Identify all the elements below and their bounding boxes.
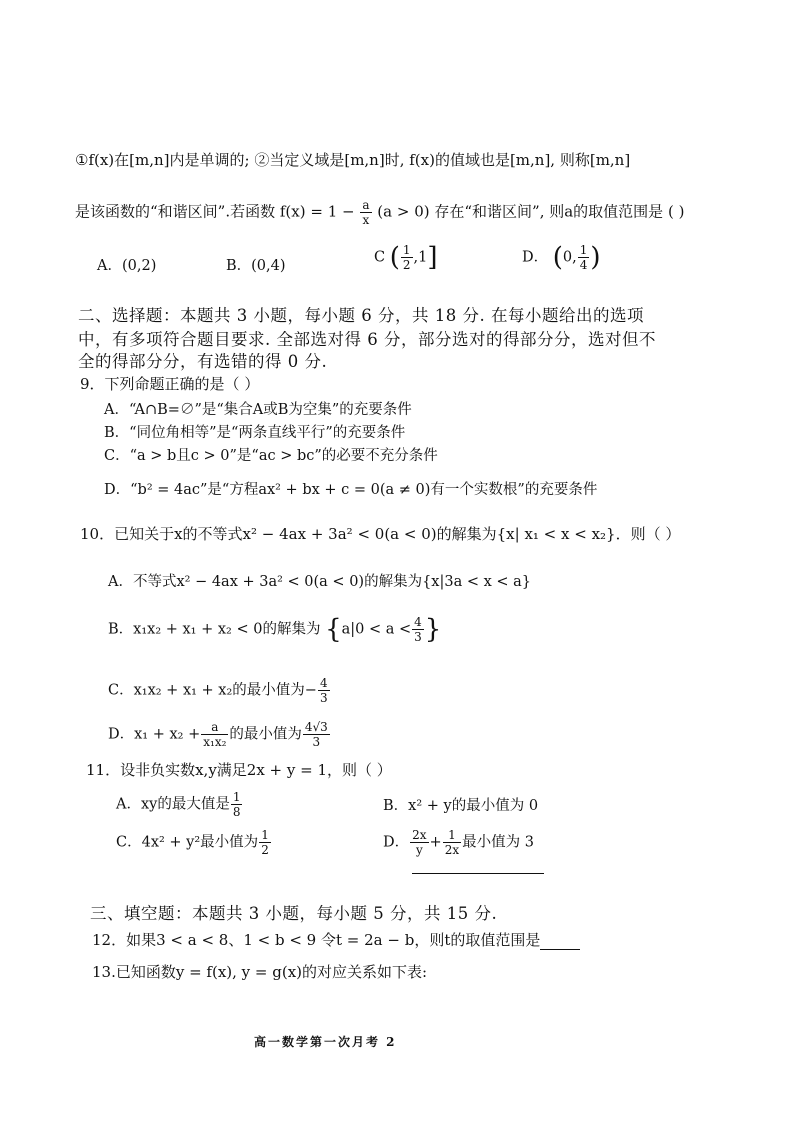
q11-stem: 11．设非负实数x,y满足2x + y = 1，则（ ） bbox=[86, 761, 392, 779]
q9-option-a: A．“A∩B=∅”是“集合A或B为空集”的充要条件 bbox=[104, 402, 412, 418]
q9-option-c: C．“a > b且c > 0”是“ac > bc”的必要不充分条件 bbox=[104, 448, 438, 464]
q8-option-c: C ( $\frac{1}{2}$ ,1] bbox=[374, 242, 438, 273]
q11-option-a: A．xy的最大值是 $\frac{1}{8}$ bbox=[116, 790, 241, 819]
q8-option-a: A．(0,2) bbox=[97, 258, 157, 274]
q9-option-d: D．“b² = 4ac”是“方程ax² + bx + c = 0(a ≠ 0)有一个实数根”的充要条件 bbox=[104, 482, 598, 498]
q12-answer-blank[interactable] bbox=[540, 935, 580, 950]
q10-stem: 10．已知关于x的不等式x² − 4ax + 3a² < 0(a < 0)的解集为{x| x₁ < x < x₂}．则（ ） bbox=[80, 525, 681, 543]
q11-option-b: B．x² + y的最小值为 0 bbox=[383, 798, 539, 814]
divider-rule bbox=[412, 873, 544, 874]
q8-option-d: D． (0, $\frac{1}{4}$ ) bbox=[522, 242, 601, 273]
q12-text: 12．如果3 < a < 8、1 < b < 9 令t = 2a − b，则t的取值范围是 bbox=[92, 930, 580, 950]
q10-option-a: A．不等式x² − 4ax + 3a² < 0(a < 0)的解集为{x|3a < x < a} bbox=[108, 574, 532, 590]
q8-line2 bbox=[75, 198, 684, 227]
page-footer: 高一数学第一次月考 2 bbox=[254, 1035, 397, 1049]
q9-option-b: B．“同位角相等”是“两条直线平行”的充要条件 bbox=[104, 425, 406, 441]
section3-line1: 三、填空题：本题共 3 小题，每小题 5 分，共 15 分. bbox=[90, 904, 498, 923]
q11-option-c: C．4x² + y²最小值为 $\frac{1}{2}$ bbox=[116, 828, 269, 857]
section2-line1: 二、选择题：本题共 3 小题，每小题 6 分，共 18 分. 在每小题给出的选项 bbox=[78, 306, 644, 325]
q11-option-d: D． $\frac{2x}{y}$ + $\frac{1}{2x}$ 最小值为 3 bbox=[383, 828, 534, 857]
q10-option-d: D．x₁ + x₂ + $\frac{a}{\text{x₁x₂}}$ 的最小值为 $\frac{4√3}{3}$ bbox=[108, 720, 328, 749]
section2-line2: 中，有多项符合题目要求. 全部选对得 6 分，部分选对的得部分分，选对但不 bbox=[78, 330, 656, 349]
q8-option-b: B．(0,4) bbox=[226, 258, 286, 274]
q10-option-b: B．x₁x₂ + x₁ + x₂ < 0的解集为 {a|0 < a < $\frac{4}{3}$ } bbox=[108, 614, 442, 645]
q8-line1: ①f(x)在[m,n]内是单调的; ②当定义域是[m,n]时, f(x)的值域也是[m,n], 则称[m,n] bbox=[75, 151, 631, 169]
section2-line3: 全的得部分分，有选错的得 0 分. bbox=[78, 352, 328, 371]
q8-fraction: $\frac{a}{x}$ bbox=[362, 198, 370, 227]
q9-stem: 9．下列命题正确的是（ ） bbox=[80, 375, 260, 393]
q8-line2-pre: 是该函数的“和谐区间”.若函数 f(x) = 1 − bbox=[75, 202, 355, 221]
q10-option-c: C．x₁x₂ + x₁ + x₂的最小值为− $\frac{4}{3}$ bbox=[108, 676, 328, 705]
q8-line2-post: (a > 0) 存在“和谐区间”, 则a的取值范围是 ( ) bbox=[377, 202, 685, 221]
q13-text: 13.已知函数y = f(x), y = g(x)的对应关系如下表: bbox=[92, 963, 428, 981]
